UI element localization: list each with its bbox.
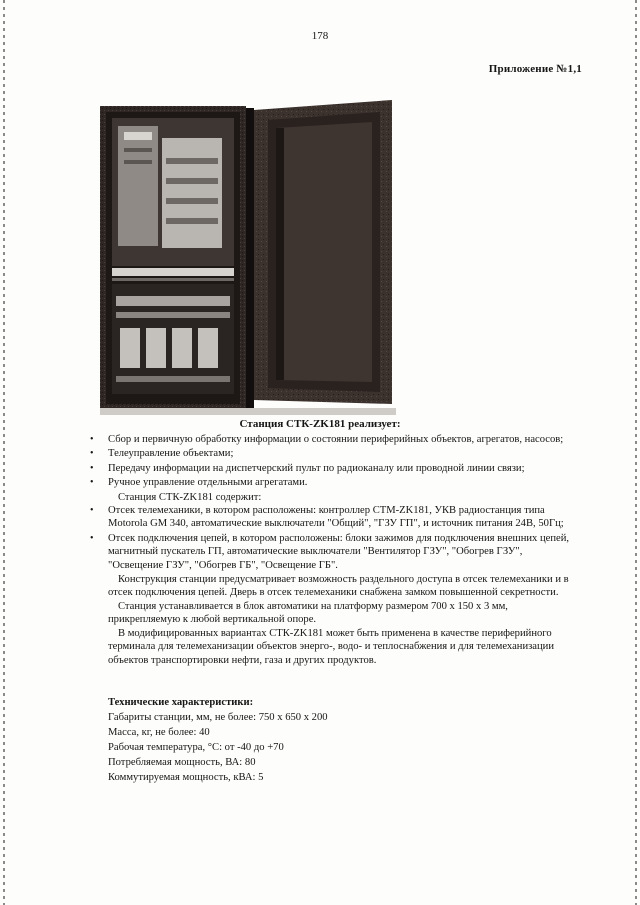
compartments-list: [108, 504, 578, 572]
specs-heading: Технические характеристики:: [108, 697, 254, 708]
features-list: [108, 433, 578, 490]
scan-right-edge: [635, 0, 637, 905]
scan-left-edge: [3, 0, 5, 905]
list-item: • Ручное управление отдельными агрегатами.: [108, 476, 578, 489]
paragraph: Станция устанавливается в блок автоматики на платформу размером 700 х 150 х 3 мм, прикрепляемую к любой вертикальной опоре.: [108, 600, 508, 626]
appendix-label: Приложение №1,1: [488, 63, 582, 75]
spec-item: Потребляемая мощность, ВА: 80: [108, 757, 256, 768]
technical-specs: [108, 695, 528, 785]
list-item: • Отсек телемеханики, в котором расположены: контроллер CTM-ZK181, УКВ радиостанция типа Motorola GM 340, автоматические выключатели "Общий", "ГЗУ ГП", и источник питания 24В, 50Гц;: [108, 504, 578, 531]
spec-item: Масса, кг, не более: 40: [108, 727, 210, 738]
list-item: • Передачу информации на диспетчерский пульт по радиоканалу или проводной линии связи;: [108, 462, 578, 475]
paragraph: В модифицированных вариантах СТК-ZK181 может быть применена в качестве периферийного терминала для телемеханизации объектов энерго-, водо- и теплоснабжения и для телемеханизации объектов транспортировки нефти, газа и других продуктов.: [108, 627, 555, 666]
cabinet-photo-image: [100, 98, 396, 415]
contains-intro: Станция СТК-ZK181 содержит:: [118, 491, 262, 503]
paragraph: Конструкция станции предусматривает возможность раздельного доступа в отсек телемеханики и в отсек подключения цепей. Дверь в отсек телемеханики снабжена замком повышенной секретности.: [108, 574, 569, 599]
cabinet-photo: [100, 98, 396, 415]
spec-item: Коммутируемая мощность, кВА: 5: [108, 772, 264, 783]
list-item: • Телеуправление объектами;: [108, 447, 578, 460]
spec-item: Габариты станции, мм, не более: 750 х 650 х 200: [108, 712, 328, 723]
section-caption: Станция СТК-ZK181 реализует:: [239, 418, 401, 430]
list-item: • Сбор и первичную обработку информации о состоянии периферийных объектов, агрегатов, насосов;: [108, 433, 578, 446]
spec-item: Рабочая температура, °С: от -40 до +70: [108, 742, 284, 753]
page-number: 178: [311, 30, 329, 42]
list-item: • Отсек подключения цепей, в котором расположены: блоки зажимов для подключения внешних цепей, магнитный пускатель ГП, автоматические выключатели "Вентилятор ГЗУ", "Обогрев ГЗУ", "Освещение ГЗУ", "Обогрев ГБ", "Освещение ГБ".: [108, 532, 578, 572]
description-body: [108, 433, 578, 667]
